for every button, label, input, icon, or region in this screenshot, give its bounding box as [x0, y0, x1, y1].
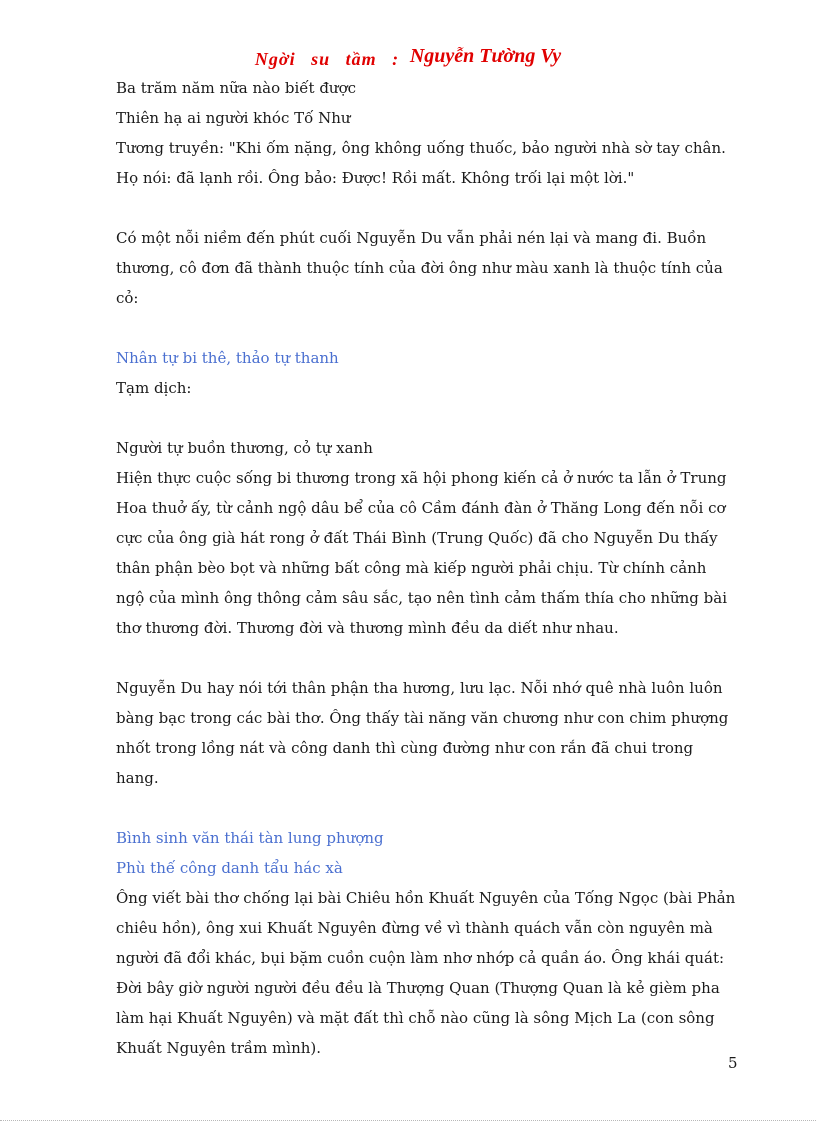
paragraph: Có một nỗi niềm đến phút cuối Nguyễn Du vẫn phải nén lại và mang đi. Buồn thương, cô đơn đã thành thuộc tính của đời ông như màu xanh là thuộc tính của cỏ: [116, 229, 723, 307]
quote-line: Bình sinh văn thái tàn lung phượng [116, 829, 384, 847]
collector-label: Ngời su tầm : [254, 49, 400, 69]
footer-divider [0, 1120, 816, 1121]
author-name: Nguyễn Tường Vy [409, 45, 562, 67]
document-header [0, 45, 816, 71]
paragraph: Người tự buồn thương, cỏ tự xanh [116, 439, 373, 457]
paragraph: Tương truyền: "Khi ốm nặng, ông không uống thuốc, bảo người nhà sờ tay chân. Họ nói: đã lạnh rồi. Ông bảo: Được! Rồi mất. Không trối lại một lời." [116, 139, 726, 187]
paragraph: Ông viết bài thơ chống lại bài Chiêu hồn Khuất Nguyên của Tống Ngọc (bài Phản chiêu hồn), ông xui Khuất Nguyên đừng về vì thành quách vẫn còn nguyên mà người đã đổi khác, bụi bặm cuồn cuộn làm nhơ nhớp cả quần áo. Ông khái quát: Đời bây giờ người người đều đều là Thượng Quan (Thượng Quan là kẻ gièm pha làm hại Khuất Nguyên) và mặt đất thì chỗ nào cũng là sông Mịch La (con sông Khuất Nguyên trầm mình). [116, 889, 736, 1057]
quote-line: Nhân tự bi thê, thảo tự thanh [116, 349, 339, 367]
paragraph: Nguyễn Du hay nói tới thân phận tha hương, lưu lạc. Nỗi nhớ quê nhà luôn luôn bàng bạc trong các bài thơ. Ông thấy tài năng văn chương như con chim phượng nhốt trong lồng nát và công danh thì cùng đường như con rắn đã chui trong hang. [116, 679, 729, 787]
page-number: 5 [728, 1054, 738, 1072]
paragraph: Tạm dịch: [116, 379, 192, 397]
quote-line: Phù thế công danh tẩu hác xà [116, 859, 343, 877]
poem-line: Thiên hạ ai người khóc Tố Như [116, 109, 351, 127]
poem-line: Ba trăm năm nữa nào biết được [116, 79, 357, 97]
paragraph: Hiện thực cuộc sống bi thương trong xã hội phong kiến cả ở nước ta lẫn ở Trung Hoa thuở ấy, từ cảnh ngộ dâu bể của cô Cầm đánh đàn ở Thăng Long đến nỗi cơ cực của ông già hát rong ở đất Thái Bình (Trung Quốc) đã cho Nguyễn Du thấy thân phận bèo bọt và những bất công mà kiếp người phải chịu. Từ chính cảnh ngộ của mình ông thông cảm sâu sắc, tạo nên tình cảm thấm thía cho những bài thơ thương đời. Thương đời và thương mình đều da diết như nhau. [116, 469, 728, 637]
document-body [116, 73, 736, 1063]
